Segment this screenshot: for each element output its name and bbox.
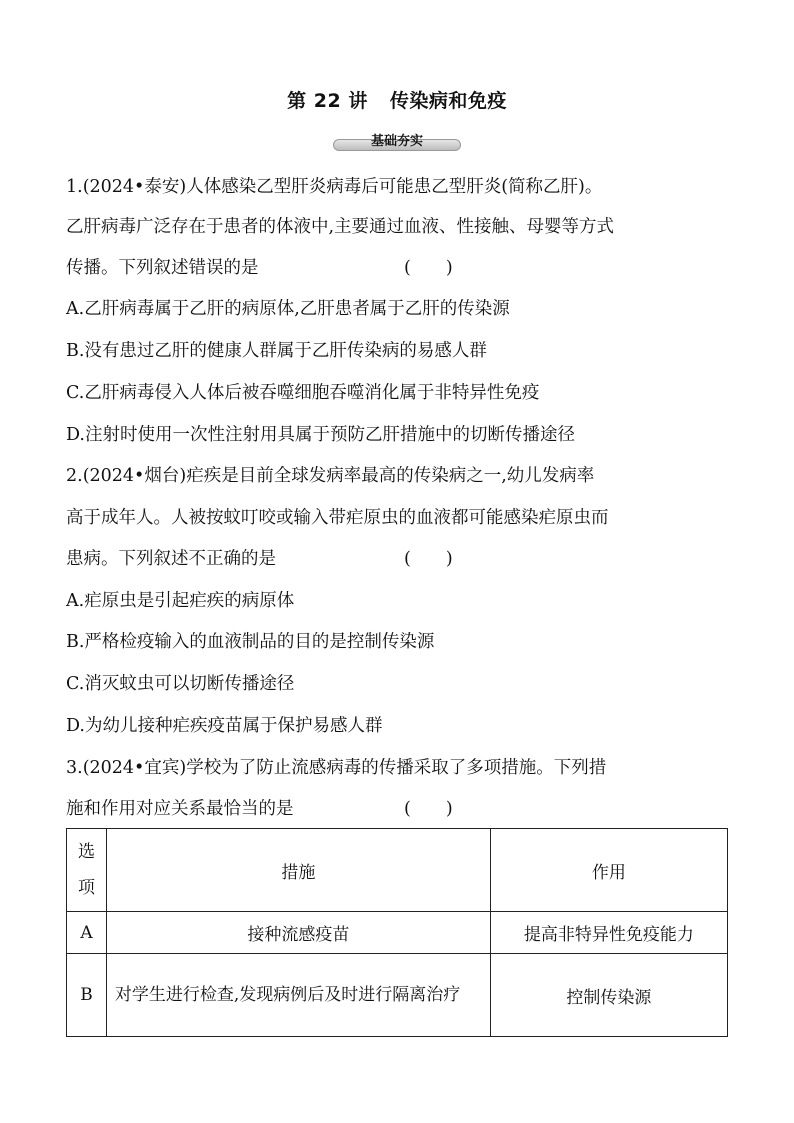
question-stem-line: 3.(2024•宜宾)学校为了防止流感病毒的传播采取了多项措施。下列措 (66, 758, 607, 778)
table-row (67, 912, 728, 954)
option-d: D.为幼儿接种疟疾疫苗属于保护易感人群 (66, 716, 383, 736)
option-c: C.乙肝病毒侵入人体后被吞噬细胞吞噬消化属于非特异性免疫 (66, 383, 540, 403)
row-measure: 接种流感疫苗 (106, 912, 490, 954)
row-effect: 控制传染源 (490, 954, 727, 1037)
header-option: 选项 (67, 829, 107, 912)
row-effect: 提高非特异性免疫能力 (490, 912, 727, 954)
row-option: A (67, 912, 107, 954)
question-stem-line: 2.(2024•烟台)疟疾是目前全球发病率最高的传染病之一,幼儿发病率 (66, 466, 595, 486)
answer-blank: ( ) (404, 549, 453, 569)
lecture-number: 第 22 讲 (287, 90, 368, 112)
option-b: B.没有患过乙肝的健康人群属于乙肝传染病的易感人群 (66, 341, 487, 361)
page-title (0, 86, 794, 113)
row-option: B (67, 954, 107, 1037)
question-stem-line: 1.(2024•泰安)人体感染乙型肝炎病毒后可能患乙型肝炎(简称乙肝)。 (66, 177, 603, 197)
option-b: B.严格检疫输入的血液制品的目的是控制传染源 (66, 632, 435, 652)
table-header-row (67, 829, 728, 912)
option-c: C.消灭蚊虫可以切断传播途径 (66, 674, 295, 694)
table-row (67, 954, 728, 1037)
answer-blank: ( ) (404, 799, 453, 819)
header-effect: 作用 (490, 829, 727, 912)
option-a: A.疟原虫是引起疟疾的病原体 (66, 591, 295, 611)
lecture-topic: 传染病和免疫 (389, 90, 507, 112)
question-stem-line: 乙肝病毒广泛存在于患者的体液中,主要通过血液、性接触、母婴等方式 (66, 217, 615, 237)
row-measure: 对学生进行检查,发现病例后及时进行隔离治疗 (106, 954, 490, 1037)
question-stem-line: 施和作用对应关系最恰当的是 (66, 799, 294, 819)
question-stem-line: 高于成年人。人被按蚊叮咬或输入带疟原虫的血液都可能感染疟原虫而 (66, 508, 609, 528)
question-stem-line: 传播。下列叙述错误的是 (66, 258, 259, 278)
option-d: D.注射时使用一次性注射用具属于预防乙肝措施中的切断传播途径 (66, 425, 575, 445)
header-measure: 措施 (106, 829, 490, 912)
answer-blank: ( ) (404, 258, 453, 278)
option-a: A.乙肝病毒属于乙肝的病原体,乙肝患者属于乙肝的传染源 (66, 299, 510, 319)
section-tag (333, 133, 463, 155)
question-stem-line: 患病。下列叙述不正确的是 (66, 549, 276, 569)
section-tag-label: 基础夯实 (370, 134, 423, 149)
options-table (66, 828, 728, 1037)
